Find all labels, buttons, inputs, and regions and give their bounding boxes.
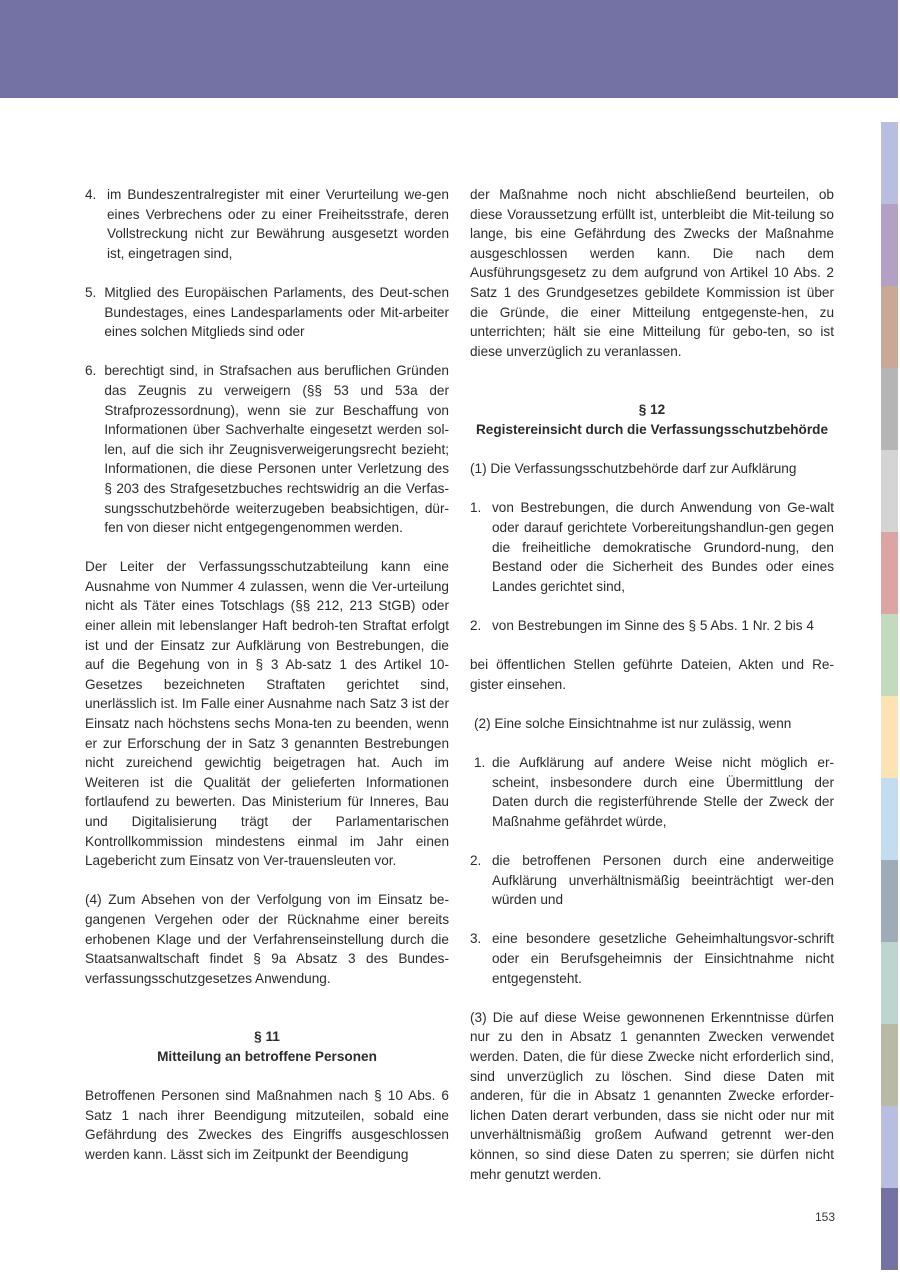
section-number: § 12 (638, 402, 666, 418)
paragraph-3: (3) Die auf diese Weise gewonnenen Erkenntnisse dürfen nur zu den in Absatz 1 genannten Zwecken verwendet werden. Daten, die für diese Zwecke nicht erforderlich sind, sind unverzüglich zu löschen. Sind diese Daten mit anderen, für die in Absatz 1 genannten Zwecke erforder-lichen Daten derart verbunden, dass sie nicht oder nur mit unverhältnismäßig großem Aufwand getrennt wer-den können, so sind diese Daten zu sperren; sie dürfen nicht mehr genutzt werden. (470, 1009, 834, 1182)
side-tab-9 (881, 778, 898, 860)
side-tab-5 (881, 450, 898, 532)
section-11-heading (85, 1027, 449, 1066)
list-text: die Aufklärung auf andere Weise nicht möglich er-scheint, insbesondere durch eine Übermittlung der Daten durch die registerführende Stelle der Zweck der Maßnahme gefährdet würde, (492, 755, 834, 829)
list-number: 1. (470, 500, 482, 516)
side-tab-3 (881, 286, 898, 368)
section-12-heading (470, 400, 834, 439)
paragraph-4: (4) Zum Absehen von der Verfolgung von im Einsatz be-gangenen Vergehen oder der Rücknahme einer bereits erhobenen Klage und der Verfahrenseinstellung durch die Staatsanwaltschaft findet § 9a Absatz 3 des Bundes-verfassungsschutzgesetzes Anwendung. (85, 892, 449, 986)
paragraph-1-intro: (1) Die Verfassungsschutzbehörde darf zur Aufklärung (470, 461, 797, 477)
list-item-1 (470, 753, 834, 831)
list-text: berechtigt sind, in Strafsachen aus beruflichen Gründen das Zeugnis zu verweigern (§§ 53 und 53a der Strafprozessordnung), wenn sie zur Beschaffung von Informationen über Sachverhalte eingesetzt werden sol-len, auf die sich ihr Zeugnisverweigerungsrecht bezieht; Informationen, die diese Personen unter Verletzung des § 203 des Strafgesetzbuches rechtswidrig an die Verfas-sungsschutzbehörde weiterzugeben beabsichtigen, dür-fen von dieser nicht entgegengenommen werden. (104, 363, 449, 536)
side-tab-12 (881, 1024, 898, 1106)
list-text: eine besondere gesetzliche Geheimhaltungsvor-schrift oder ein Berufsgeheimnis der Einsichtnahme nicht entgegensteht. (492, 931, 834, 986)
list-number: 2. (470, 853, 482, 868)
list-text: von Bestrebungen im Sinne des § 5 Abs. 1 Nr. 2 bis 4 (492, 617, 814, 633)
list-text: die betroffenen Personen durch eine anderweitige Aufklärung unverhältnismäßig beeinträchtigt wer-den würden und (492, 853, 834, 908)
list-item-3 (470, 929, 834, 988)
list-number: 3. (470, 931, 482, 947)
paragraph-continuation: der Maßnahme noch nicht abschließend beurteilen, ob diese Voraussetzung erfüllt ist, unterbleibt die Mit-teilung so lange, bis eine Gefährdung des Zwecks der Maßnahme ausgeschlossen werden kann. Die nach dem Ausführungsgesetz zu dem aufgrund von Artikel 10 Abs. 2 Satz 1 des Grundgesetzes gebildete Kommission ist über die Gründe, die einer Mitteilung entgegenste-hen, zu unterrichten; hält sie eine Mitteilung für gebo-ten, so ist diese unverzüglich zu veranlassen. (470, 187, 834, 359)
list-text: Mitglied des Europäischen Parlaments, des Deut-schen Bundestages, eines Landesparlaments oder Mit-arbeiter eines solchen Mitglieds sind oder (104, 284, 449, 340)
list-item-5 (85, 283, 449, 342)
list-number: 1. (474, 755, 486, 771)
side-tab-7 (881, 614, 898, 696)
side-tab-10 (881, 860, 898, 942)
side-tab-8 (881, 696, 898, 778)
side-tab-14 (881, 1188, 898, 1270)
side-tab-1 (881, 122, 898, 204)
side-tab-6 (881, 532, 898, 614)
header-band (0, 0, 898, 98)
paragraph-2-intro: (2) Eine solche Einsichtnahme ist nur zulässig, wenn (474, 715, 792, 731)
list-item-6 (85, 361, 449, 537)
section-number: § 11 (254, 1029, 280, 1045)
list-item-2 (470, 616, 834, 636)
side-tab-13 (881, 1106, 898, 1188)
section-11-text: Betroffenen Personen sind Maßnahmen nach § 10 Abs. 6 Satz 1 nach ihrer Beendigung mitzuteilen, sobald eine Gefährdung des Zweckes des Eingriffs ausgeschlossen werden kann. Lässt sich im Zeitpunkt der Beendigung (85, 1088, 449, 1162)
right-column (470, 185, 834, 1184)
list-item-1 (470, 498, 834, 596)
side-tab-4 (881, 368, 898, 450)
left-column (85, 185, 449, 1165)
list-number: 5. (85, 284, 97, 300)
section-title: Registereinsicht durch die Verfassungsschutzbehörde (475, 421, 829, 437)
list-number: 4. (85, 187, 97, 202)
paragraph-1-closing: bei öffentlichen Stellen geführte Dateien, Akten und Re-gister einsehen. (470, 657, 834, 692)
section-title: Mitteilung an betroffene Personen (157, 1048, 377, 1064)
paragraph-exception: Der Leiter der Verfassungsschutzabteilung kann eine Ausnahme von Nummer 4 zulassen, wenn die Ver-urteilung nicht als Täter eines Totschlags (§§ 212, 213 StGB) oder einer allein mit lebenslanger Haft bedroh-ten Straftat erfolgt ist und der Einsatz zur Aufklärung von Bestrebungen, die auf die Begehung von in § 3 Ab-satz 1 des Artikel 10-Gesetzes bezeichneten Straftaten gerichtet sind, unerlässlich ist. Im Falle einer Ausnahme nach Satz 3 ist der Einsatz nach höchstens sechs Mona-ten zu beenden, wenn er zur Erforschung der in Satz 3 genannten Bestrebungen nicht zureichend gewichtig beigetragen hat. Auch im Weiteren ist die Qualität der gelieferten Informationen fortlaufend zu bewerten. Das Ministerium für Inneres, Bau und Digitalisierung trägt der Parlamentarischen Kontrollkommission mindestens einmal im Jahr einen Lagebericht zum Einsatz von Ver-trauensleuten vor. (85, 559, 449, 869)
list-text: im Bundeszentralregister mit einer Verurteilung we-gen eines Verbrechens oder zu einer Freiheitsstrafe, deren Vollstreckung nicht zur Bewährung ausgesetzt worden ist, eingetragen sind, (107, 187, 449, 261)
list-item-4 (85, 185, 449, 263)
list-number: 2. (470, 617, 482, 633)
list-text: von Bestrebungen, die durch Anwendung von Ge-walt oder darauf gerichtete Vorbereitungshandlun-gen gegen die freiheitliche demokratische Grundord-nung, den Bestand oder die Sicherheit des Bundes oder eines Landes gerichtet sind, (492, 500, 834, 594)
list-item-2 (470, 851, 834, 910)
side-color-tabs (881, 122, 898, 1270)
side-tab-11 (881, 942, 898, 1024)
list-number: 6. (85, 363, 97, 379)
page-number: 153 (815, 1210, 836, 1224)
side-tab-2 (881, 204, 898, 286)
